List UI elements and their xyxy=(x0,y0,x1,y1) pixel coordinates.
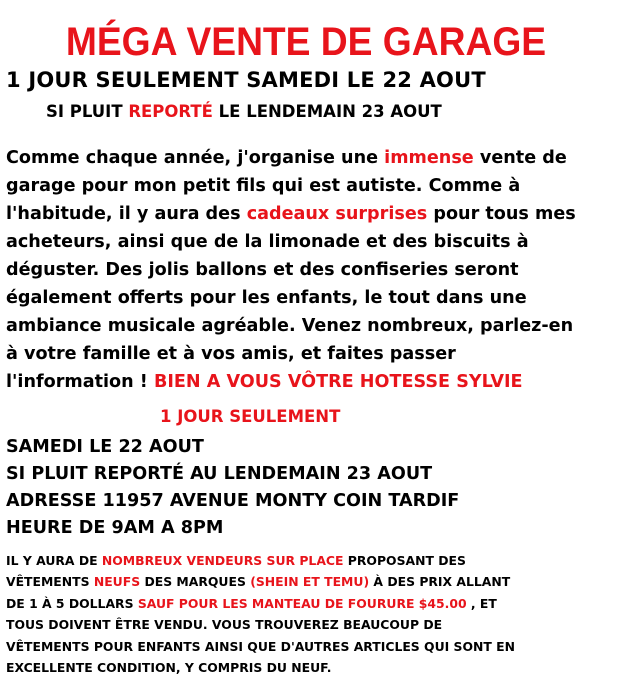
rain-reported: REPORTÉ xyxy=(128,102,213,121)
text-segment: PROPOSANT DES xyxy=(343,553,466,568)
page-title: MÉGA VENTE DE GARAGE xyxy=(65,20,547,64)
text-segment: vente de xyxy=(473,148,567,168)
fine-print-line: VÊTEMENTS POUR ENFANTS AINSI QUE D'AUTRES ARTICLES QUI SONT EN xyxy=(6,638,515,654)
description-paragraph xyxy=(6,144,576,396)
paragraph-line xyxy=(6,144,576,172)
text-segment: pour tous mes xyxy=(427,204,576,224)
highlight-fur-coats: SAUF POUR LES MANTEAU DE FOURURE $45.00 xyxy=(137,595,467,611)
text-segment: , ET xyxy=(466,595,497,611)
event-rain-date: SI PLUIT REPORTÉ AU LENDEMAIN 23 AOUT xyxy=(6,464,433,484)
text-segment: IL Y AURA DE xyxy=(6,553,102,568)
subtitle-one-day: 1 JOUR SEULEMENT SAMEDI LE 22 AOUT xyxy=(6,68,486,92)
paragraph-line xyxy=(6,200,576,228)
fine-print-line xyxy=(6,593,515,614)
text-segment: À DES PRIX ALLANT xyxy=(369,574,511,590)
highlight-new: NEUFS xyxy=(93,574,141,590)
paragraph-line: ambiance musicale agréable. Venez nombreux, parlez-en xyxy=(6,316,574,336)
fine-print-line xyxy=(6,550,515,571)
event-hours: HEURE DE 9AM A 8PM xyxy=(6,518,224,538)
fine-print-line: EXCELLENTE CONDITION, Y COMPRIS DU NEUF. xyxy=(6,660,332,676)
paragraph-line xyxy=(6,368,576,396)
fine-print-line xyxy=(6,571,515,592)
text-segment: Comme chaque année, j'organise une xyxy=(6,148,385,168)
event-address: ADRESSE 11957 AVENUE MONTY COIN TARDIF xyxy=(6,491,460,511)
text-segment: DES MARQUES xyxy=(140,574,251,590)
text-segment: DE 1 À 5 DOLLARS xyxy=(6,595,138,611)
text-segment: VÊTEMENTS xyxy=(6,574,94,590)
host-signature: BIEN A VOUS VÔTRE HOTESSE SYLVIE xyxy=(153,372,523,392)
rain-suffix: LE LENDEMAIN 23 AOUT xyxy=(212,102,442,121)
text-segment: l'habitude, il y aura des xyxy=(6,204,247,224)
event-date: SAMEDI LE 22 AOUT xyxy=(6,437,204,457)
event-details xyxy=(6,434,459,542)
fine-print-line: TOUS DOIVENT ÊTRE VENDU. VOUS TROUVEREZ BEAUCOUP DE xyxy=(6,617,443,633)
paragraph-line: également offerts pour les enfants, le tout dans une xyxy=(6,288,527,308)
highlight-brands: (SHEIN ET TEMU) xyxy=(250,574,370,590)
highlight-vendors: NOMBREUX VENDEURS SUR PLACE xyxy=(101,553,344,568)
paragraph-line: déguster. Des jolis ballons et des confiseries seront xyxy=(6,260,519,280)
paragraph-line: acheteurs, ainsi que de la limonade et des biscuits à xyxy=(6,232,529,252)
paragraph-line: à votre famille et à vos amis, et faites passer xyxy=(6,344,456,364)
one-day-heading: 1 JOUR SEULEMENT xyxy=(160,407,341,426)
paragraph-line: garage pour mon petit fils qui est autiste. Comme à xyxy=(6,176,521,196)
text-segment: l'information ! xyxy=(6,372,154,392)
subtitle-rain-date xyxy=(46,100,442,124)
highlight-immense: immense xyxy=(384,148,474,168)
highlight-gifts: cadeaux surprises xyxy=(246,204,428,224)
rain-prefix: SI PLUIT xyxy=(46,102,129,121)
fine-print xyxy=(6,550,515,678)
